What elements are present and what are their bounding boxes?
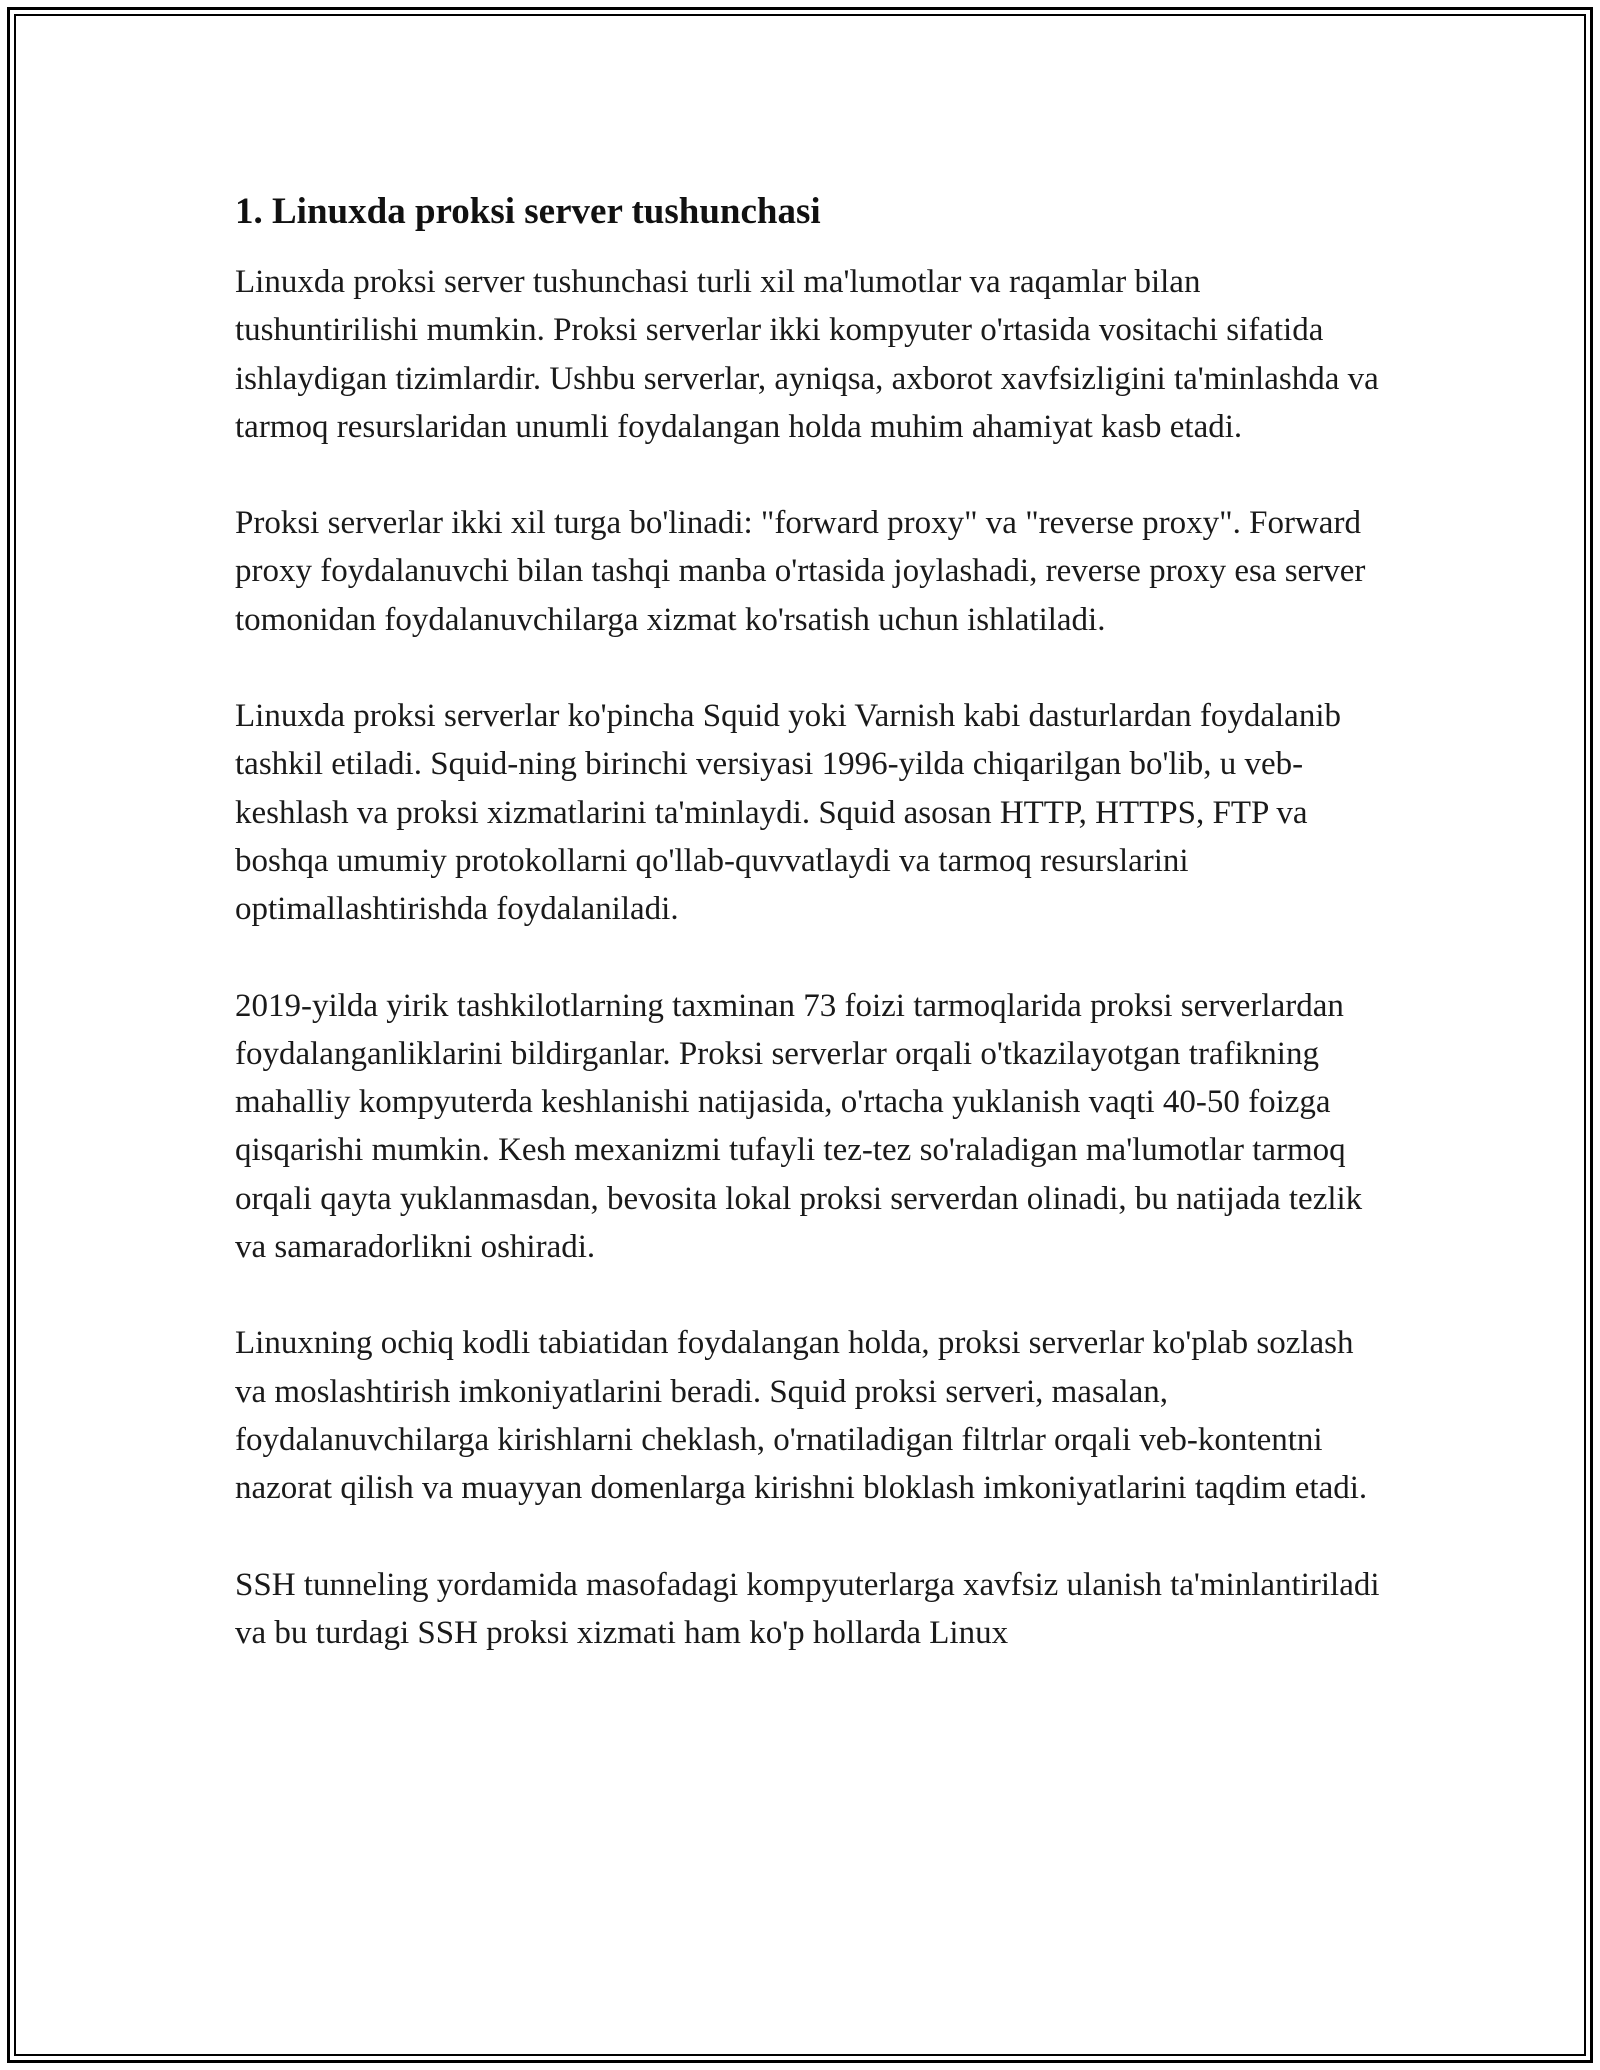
paragraph-2: Proksi serverlar ikki xil turga bo'linadi: "forward proxy" va "reverse proxy". Forward proxy foydalanuvchi bilan tashqi manba o'rtasida joylashadi, reverse proxy esa server tomonidan foydalanuvchilarga xizmat ko'rsatish uchun ishlatiladi. <box>235 505 1366 638</box>
document-body <box>235 188 1385 1705</box>
paragraph-1: Linuxda proksi server tushunchasi turli xil ma'lumotlar va raqamlar bilan tushuntirilishi mumkin. Proksi serverlar ikki kompyuter o'rtasida vositachi sifatida ishlaydigan tizimlardir. Ushbu serverlar, ayniqsa, axborot xavfsizligini ta'minlashda va tarmoq resurslaridan unumli foydalangan holda muhim ahamiyat kasb etadi. <box>235 264 1379 445</box>
paragraph-6: SSH tunneling yordamida masofadagi kompyuterlarga xavfsiz ulanish ta'minlantiriladi va bu turdagi SSH proksi xizmati ham ko'p hollarda Linux <box>235 1566 1380 1651</box>
page-title: 1. Linuxda proksi server tushunchasi <box>235 191 821 232</box>
paragraph-3: Linuxda proksi serverlar ko'pincha Squid yoki Varnish kabi dasturlardan foydalanib tashkil etiladi. Squid-ning birinchi versiyasi 1996-yilda chiqarilgan bo'lib, u veb-keshlash va proksi xizmatlarini ta'minlaydi. Squid asosan HTTP, HTTPS, FTP va boshqa umumiy protokollarni qo'llab-quvvatlaydi va tarmoq resurslarini optimallashtirishda foydalaniladi. <box>235 698 1341 928</box>
paragraph-5: Linuxning ochiq kodli tabiatidan foydalangan holda, proksi serverlar ko'plab sozlash va moslashtirish imkoniyatlarini beradi. Squid proksi serveri, masalan, foydalanuvchilarga kirishlarni cheklash, o'rnatiladigan filtrlar orqali veb-kontentni nazorat qilish va muayyan domenlarga kirishni bloklash imkoniyatlarini taqdim etadi. <box>235 1325 1368 1507</box>
paragraph-4: 2019-yilda yirik tashkilotlarning taxminan 73 foizi tarmoqlarida proksi serverlardan foydalanganliklarini bildirganlar. Proksi serverlar orqali o'tkazilayotgan trafikning mahalliy kompyuterda keshlanishi natijasida, o'rtacha yuklanish vaqti 40-50 foizga qisqarishi mumkin. Kesh mexanizmi tufayli tez-tez so'raladigan ma'lumotlar tarmoq orqali qayta yuklanmasdan, bevosita lokal proksi serverdan olinadi, bu natijada tezlik va samaradorlikni oshiradi. <box>235 987 1363 1266</box>
